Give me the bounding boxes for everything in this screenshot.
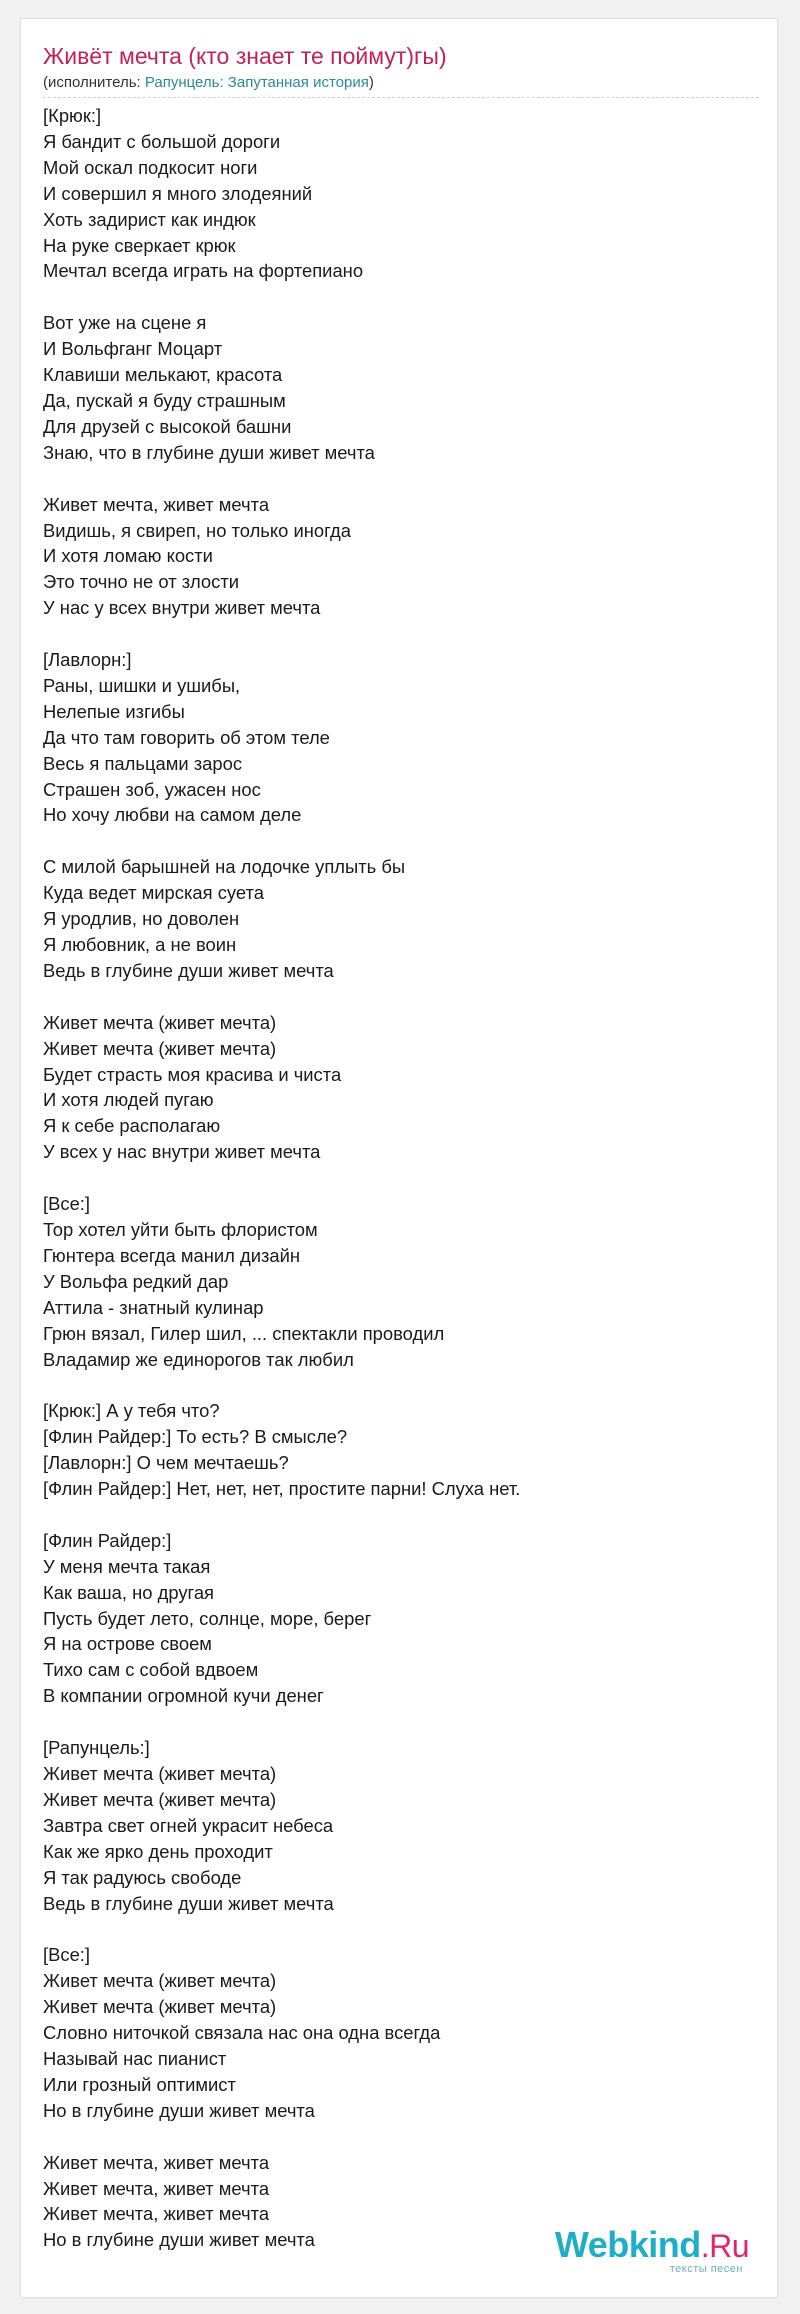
lyrics-line: [Рапунцель:]	[43, 1737, 150, 1759]
lyrics-line: [Крюк:]	[43, 105, 102, 126]
logo-tagline: тексты песен	[669, 2263, 743, 2275]
lyrics-line: Будет страсть моя красива и чиста	[43, 1063, 342, 1085]
lyrics-line: Да, пускай я буду страшным	[43, 389, 286, 411]
lyrics-line: Или грозный оптимист	[43, 2073, 236, 2095]
lyrics-line: Аттила - знатный кулинар	[43, 1296, 264, 1318]
lyrics-line: У меня мечта такая	[43, 1555, 211, 1577]
lyrics-line: [Флин Райдер:] То есть? В смысле?	[43, 1426, 348, 1448]
lyrics-line: И Вольфганг Моцарт	[43, 338, 223, 360]
lyrics-text	[43, 103, 759, 2253]
divider	[43, 97, 759, 98]
lyrics-line: Весь я пальцами зарос	[43, 752, 243, 774]
lyrics-line: Владамир же единорогов так любил	[43, 1348, 354, 1370]
lyrics-line: Я любовник, а не воин	[43, 934, 237, 955]
lyrics-line: Я бандит с большой дороги	[43, 130, 281, 152]
lyrics-line: Живет мечта (живет мечта)	[43, 1970, 277, 1992]
lyrics-line: Тор хотел уйти быть флористом	[43, 1218, 318, 1240]
lyrics-line: Завтра свет огней украсит небеса	[43, 1814, 334, 1836]
logo-wordmark	[555, 2226, 749, 2265]
lyrics-line: [Крюк:] А у тебя что?	[43, 1400, 220, 1422]
lyrics-line: Я уродлив, но доволен	[43, 908, 240, 930]
lyrics-line: Куда ведет мирская суета	[43, 882, 264, 904]
lyrics-line: Вот уже на сцене я	[43, 312, 207, 334]
lyrics-line: Это точно не от злости	[43, 571, 240, 593]
lyrics-line: Живет мечта, живет мечта	[43, 2177, 270, 2199]
page-title: Живёт мечта (кто знает те поймут)гы)	[43, 43, 447, 69]
lyrics-line: Живет мечта, живет мечта	[43, 493, 270, 515]
lyrics-line: Нелепые изгибы	[43, 700, 185, 722]
lyrics-line: Но в глубине души живет мечта	[43, 2099, 315, 2121]
lyrics-line: Я так радуюсь свободе	[43, 1866, 242, 1888]
lyrics-line: Я на острове своем	[43, 1633, 212, 1655]
lyrics-line: Мой оскал подкосит ноги	[43, 156, 258, 178]
lyrics-line: Ведь в глубине души живет мечта	[43, 959, 334, 981]
lyrics-line: Живет мечта (живет мечта)	[43, 1788, 277, 1810]
lyrics-line: И совершил я много злодеяний	[43, 182, 313, 204]
artist-suffix: )	[368, 74, 374, 91]
lyrics-line: Да что там говорить об этом теле	[43, 726, 330, 748]
logo-tld: .Ru	[700, 2228, 749, 2264]
lyrics-line: Раны, шишки и ушибы,	[43, 674, 241, 696]
lyrics-line: Тихо сам с собой вдвоем	[43, 1659, 259, 1681]
lyrics-line: [Все:]	[43, 1944, 91, 1966]
lyrics-line: Живет мечта (живет мечта)	[43, 1037, 277, 1059]
lyrics-card	[20, 18, 778, 2298]
lyrics-line: Страшен зоб, ужасен нос	[43, 778, 261, 800]
lyrics-line: С милой барышней на лодочке уплыть бы	[43, 856, 406, 878]
lyrics-line: [Флин Райдер:]	[43, 1529, 172, 1551]
lyrics-line: Клавиши мелькают, красота	[43, 364, 283, 386]
lyrics-line: У нас у всех внутри живет мечта	[43, 597, 321, 619]
lyrics-line: Я к себе располагаю	[43, 1115, 221, 1137]
lyrics-line: Грюн вязал, Гилер шил, ... спектакли проводил	[43, 1322, 445, 1344]
lyrics-line: Живет мечта (живет мечта)	[43, 1996, 277, 2018]
lyrics-line: У Вольфа редкий дар	[43, 1270, 229, 1292]
lyrics-line: [Лавлорн:]	[43, 649, 132, 671]
lyrics-line: Словно ниточкой связала нас она одна всегда	[43, 2022, 441, 2044]
lyrics-line: [Флин Райдер:] Нет, нет, нет, простите парни! Слуха нет.	[43, 1478, 521, 1500]
lyrics-line: У всех у нас внутри живет мечта	[43, 1141, 321, 1163]
lyrics-line: Пусть будет лето, солнце, море, берег	[43, 1607, 372, 1629]
logo-main: Webkind	[554, 2224, 701, 2265]
lyrics-line: Живет мечта, живет мечта	[43, 2151, 270, 2173]
lyrics-line: Как ваша, но другая	[43, 1581, 215, 1603]
lyrics-line: [Лавлорн:] О чем мечтаешь?	[43, 1452, 289, 1474]
lyrics-line: Ведь в глубине души живет мечта	[43, 1892, 334, 1914]
lyrics-line: Видишь, я свиреп, но только иногда	[43, 519, 351, 541]
lyrics-line: Но хочу любви на самом деле	[43, 804, 302, 826]
lyrics-line: Для друзей с высокой башни	[43, 415, 292, 437]
lyrics-line: Живет мечта, живет мечта	[43, 2203, 270, 2225]
lyrics-line: И хотя людей пугаю	[43, 1089, 214, 1111]
lyrics-line: Знаю, что в глубине души живет мечта	[43, 441, 375, 463]
lyrics-line: В компании огромной кучи денег	[43, 1685, 324, 1707]
artist-prefix: (исполнитель:	[43, 74, 145, 91]
lyrics-line: Живет мечта (живет мечта)	[43, 1011, 277, 1033]
lyrics-line: Живет мечта (живет мечта)	[43, 1763, 277, 1784]
lyrics-line: Мечтал всегда играть на фортепиано	[43, 260, 364, 282]
lyrics-line: На руке сверкает крюк	[43, 234, 236, 256]
webkind-logo[interactable]	[555, 2226, 749, 2275]
lyrics-line: Как же ярко день проходит	[43, 1840, 273, 1862]
artist-line	[43, 73, 374, 93]
lyrics-line: Называй нас пианист	[43, 2047, 227, 2069]
lyrics-line: И хотя ломаю кости	[43, 545, 213, 567]
lyrics-line: Гюнтера всегда манил дизайн	[43, 1244, 301, 1266]
lyrics-line: Но в глубине души живет мечта	[43, 2229, 315, 2251]
artist-link[interactable]: Рапунцель: Запутанная история	[144, 74, 369, 91]
lyrics-line: [Все:]	[43, 1193, 91, 1215]
lyrics-line: Хоть задирист как индюк	[43, 208, 256, 230]
